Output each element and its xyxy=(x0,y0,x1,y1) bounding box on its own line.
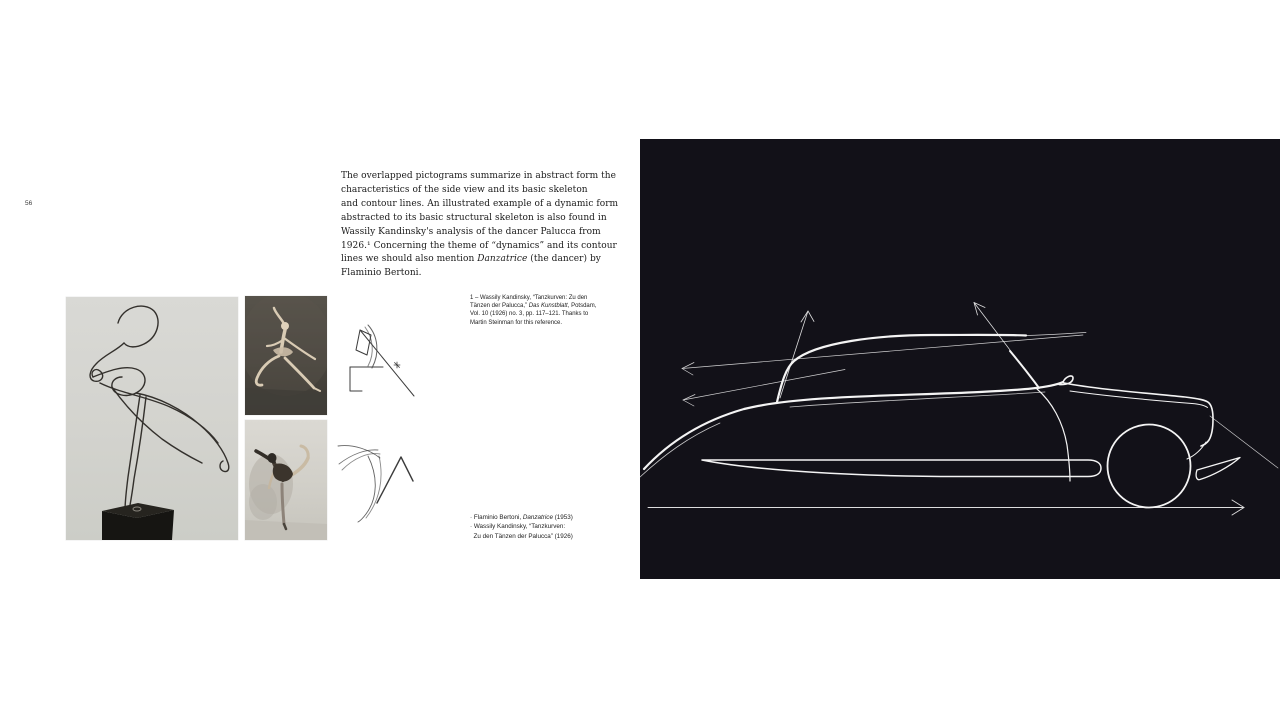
dancer-photo-dark xyxy=(245,296,327,415)
dancer-figure-light xyxy=(245,420,327,540)
car-sketch xyxy=(640,139,1280,579)
dance-curve-lines xyxy=(338,446,413,522)
pillar-arrows xyxy=(780,303,1038,399)
car-sketch-plate xyxy=(640,139,1280,579)
figure-captions: · Flaminio Bertoni, Danzatrice (1953) · Wassily Kandinsky, “Tanzkurven: Zu den Tänzen der Palucca” (1926) xyxy=(470,514,573,540)
front-diagonal-line xyxy=(1210,416,1278,468)
body-paragraph: The overlapped pictograms summarize in abstract form the characteristics of the side view and its basic skeleton and contour lines. An illustrated example of a dynamic form abstracted to its basic structural skeleton is also found in Wassily Kandinsky's analysis of the dancer Palucca from 1926.¹ Concerning the theme of “dynamics” and its contour lines we should also mention Danzatrice (the dancer) by Flaminio Bertoni. xyxy=(341,171,619,279)
door-line xyxy=(1037,389,1070,481)
dancer-head xyxy=(281,322,289,330)
wall-shadow-2 xyxy=(249,484,277,520)
dance-curve-lines xyxy=(350,325,414,396)
dancer-head xyxy=(268,453,277,463)
wire-sculpture-photo xyxy=(66,297,238,540)
dancer-photo-light xyxy=(245,420,327,540)
wire-dancer-lines xyxy=(90,306,229,511)
car-body-lines xyxy=(640,333,1240,482)
dance-curve-drawing-top xyxy=(338,298,430,403)
nose-dart xyxy=(1196,458,1240,480)
wheel-circle xyxy=(1108,425,1191,508)
wire-sculpture-figure xyxy=(66,297,238,540)
footnote: 1 – Wassily Kandinsky, “Tanzkurven: Zu den Tänzen der Palucca,” Das Kunstblatt, Potsdam, Vol. 10 (1926) no. 3, pp. 117–121. Thanks to Martin Steinman for this reference. xyxy=(470,295,597,326)
pedestal-cube xyxy=(102,503,174,540)
stage-floor xyxy=(245,388,327,415)
dance-curve-drawing-bottom xyxy=(336,442,440,534)
page-number: 56 xyxy=(25,200,33,207)
sill-line xyxy=(702,460,1101,477)
dancer-figure-dark xyxy=(245,296,327,415)
